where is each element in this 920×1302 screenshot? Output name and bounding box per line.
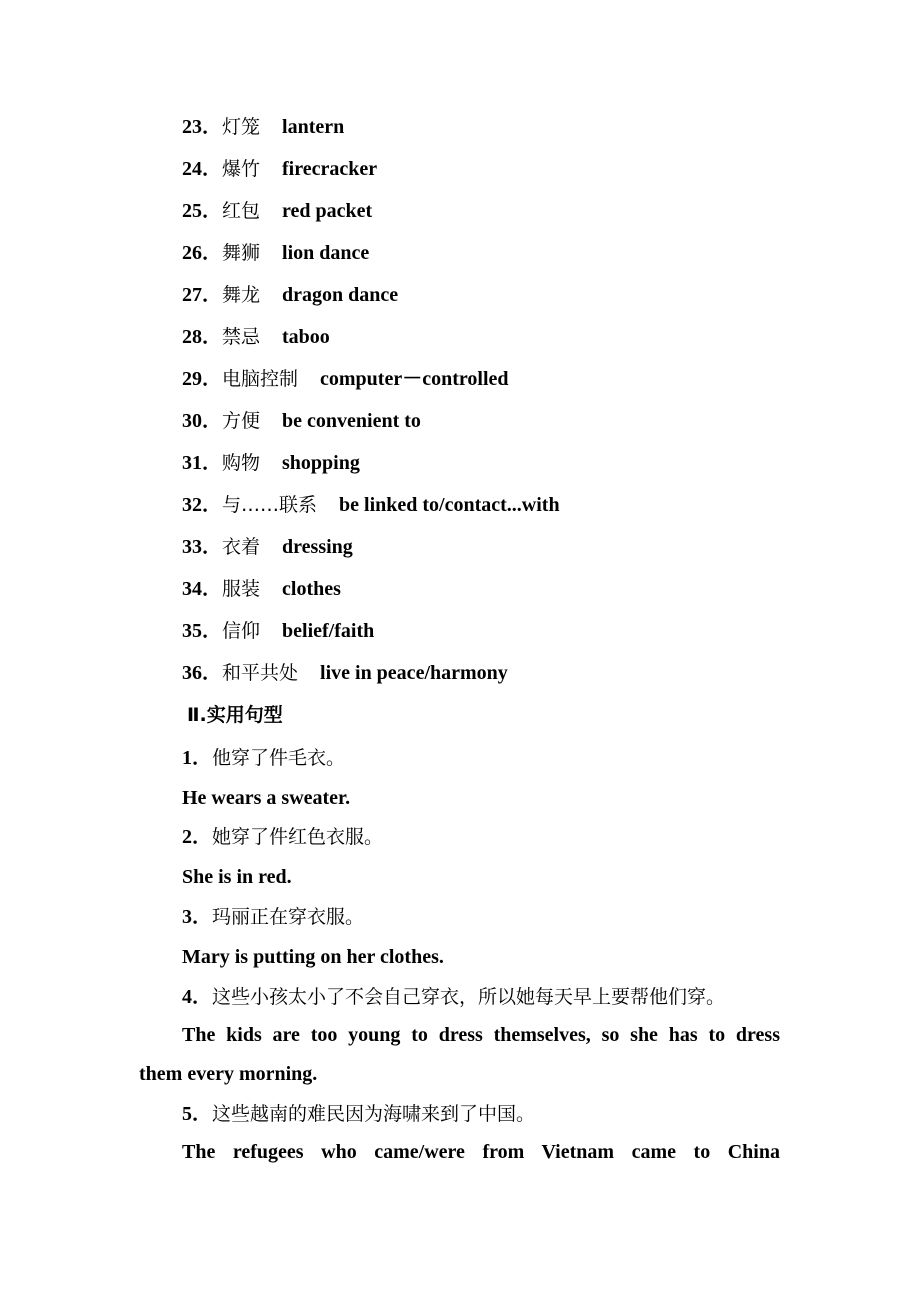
item-chinese: 电脑控制 [222,368,299,390]
item-chinese: 购物 [222,452,261,474]
vocab-item [182,491,560,518]
item-english: live in peace/harmony [320,662,508,684]
item-chinese: 禁忌 [222,326,261,348]
sentence-number: 4． [182,986,212,1008]
vocab-item [182,407,421,434]
item-number: 31． [182,452,222,474]
item-english: lion dance [282,242,370,264]
vocab-item [182,281,398,308]
sentence-english: He wears a sweater. [182,787,351,809]
item-chinese: 与……联系 [222,494,318,516]
item-english: dragon dance [282,284,399,306]
sentence-chinese-text: 她穿了件红色衣服。 [212,826,384,848]
vocab-item [182,533,353,560]
vocab-item [182,449,360,476]
vocab-item [182,197,372,224]
item-chinese: 和平共处 [222,662,299,684]
item-english: taboo [282,326,330,348]
item-number: 35． [182,620,222,642]
vocab-item [182,575,341,602]
sentence-number: 5． [182,1103,212,1125]
item-english: red packet [282,200,373,222]
vocab-item [182,113,344,140]
vocab-item [182,239,369,266]
item-number: 24． [182,158,222,180]
item-number: 33． [182,536,222,558]
vocab-item [182,365,509,392]
sentence-number: 1． [182,747,212,769]
sentence-chinese-text: 这些小孩太小了不会自己穿衣，所以她每天早上要帮他们穿。 [212,986,726,1008]
item-number: 23． [182,116,222,138]
vocab-item [182,659,508,686]
sentence-chinese-text: 这些越南的难民因为海啸来到了中国。 [212,1103,536,1125]
sentence-number: 3． [182,906,212,928]
item-english: firecracker [282,158,378,180]
vocab-item [182,155,377,182]
item-chinese: 红包 [222,200,261,222]
item-number: 26． [182,242,222,264]
item-number: 25． [182,200,222,222]
item-chinese: 衣着 [222,536,261,558]
sentence-number: 2． [182,826,212,848]
item-number: 34． [182,578,222,600]
item-chinese: 舞狮 [222,242,261,264]
sentence-chinese [182,1100,535,1127]
sentence-english: Mary is putting on her clothes. [182,946,444,968]
sentence-chinese [182,823,383,850]
item-number: 32． [182,494,222,516]
item-english: computer－controlled [320,368,509,390]
vocab-item [182,323,330,350]
vocab-item [182,617,374,644]
item-number: 30． [182,410,222,432]
item-number: 29． [182,368,222,390]
item-number: 27． [182,284,222,306]
sentence-english: She is in red. [182,866,292,888]
sentence-chinese-text: 他穿了件毛衣。 [212,747,346,769]
item-number: 28． [182,326,222,348]
sentence-chinese-text: 玛丽正在穿衣服。 [212,906,365,928]
item-english: lantern [282,116,345,138]
sentence-chinese [182,744,345,771]
item-chinese: 舞龙 [222,284,261,306]
item-english: shopping [282,452,360,474]
item-english: be linked to/contact...with [339,494,560,516]
item-english: dressing [282,536,353,558]
item-chinese: 灯笼 [222,116,261,138]
item-english: be convenient to [282,410,421,432]
sentence-english-line: The refugees who came/were from Vietnam came to China [182,1141,780,1163]
sentence-english-line: them every morning. [139,1063,318,1085]
item-chinese: 服装 [222,578,261,600]
sentence-chinese [182,983,725,1010]
item-chinese: 信仰 [222,620,261,642]
item-english: clothes [282,578,341,600]
sentence-english-line: The kids are too young to dress themselves, so she has to dress [182,1024,780,1046]
item-english: belief/faith [282,620,375,642]
item-chinese: 爆竹 [222,158,261,180]
item-chinese: 方便 [222,410,261,432]
section-title: Ⅱ.实用句型 [187,704,283,726]
item-number: 36． [182,662,222,684]
sentence-chinese [182,903,364,930]
